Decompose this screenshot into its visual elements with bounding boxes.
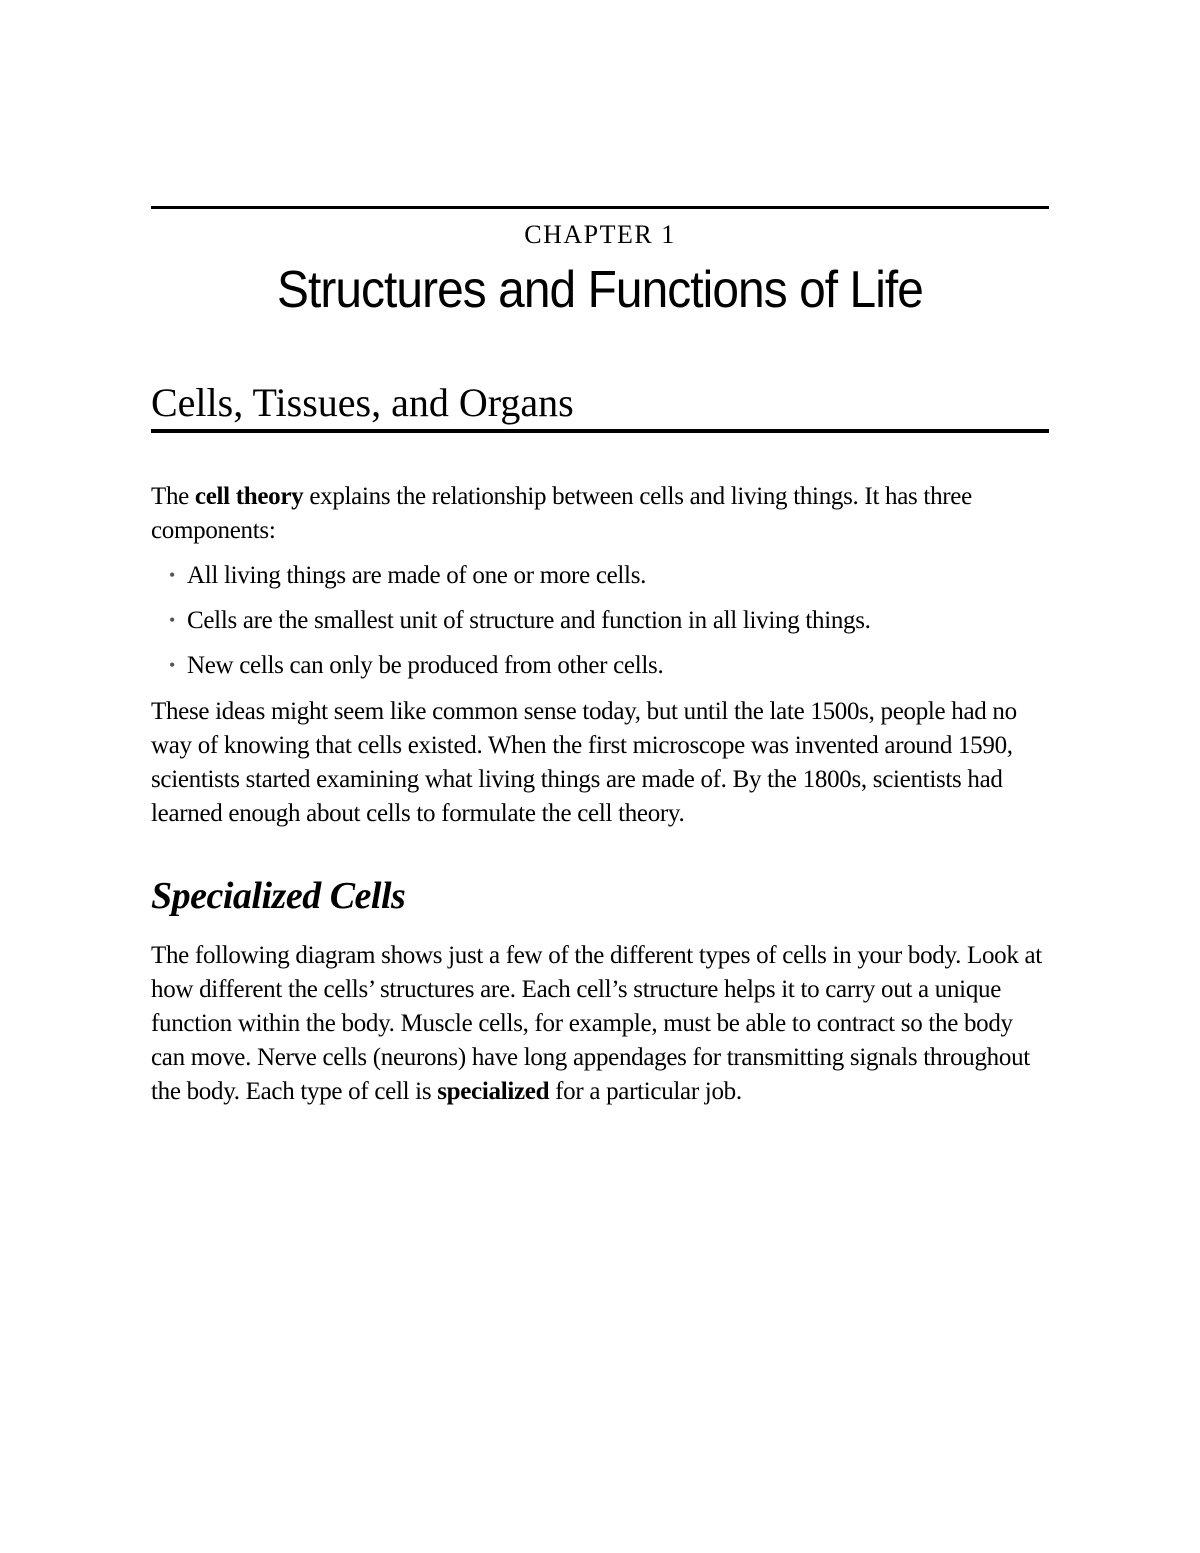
subsection-heading: Specialized Cells [151,875,406,917]
document-page [151,206,1049,1109]
chapter-title: Structures and Functions of Life [276,261,923,319]
list-item [169,605,1049,636]
chapter-label: CHAPTER 1 [524,220,676,249]
specialized-paragraph [151,939,1049,1109]
intro-paragraph [151,480,1049,548]
history-paragraph: These ideas might seem like common sense today, but until the late 1500s, people had no way of knowing that cells existed. When the first microscope was invented around 1590, scientists started examining what living things are made of. By the 1800s, scientists had learned enough about cells to formulate the cell theory. [151,698,1017,827]
specialized-term: specialized [437,1078,550,1105]
list-item [169,560,1049,591]
bullet-icon: • [169,610,176,630]
intro-text-before: The [151,483,195,510]
specialized-text-before: The following diagram shows just a few of the different types of cells in your body. Look at how different the cells’ structures are. Each cell’s structure helps it to carry out a unique function within the body. Muscle cells, for example, must be able to contract so the body can move. Nerve cells (neurons) have long appendages for transmitting signals throughout the body. Each type of cell is [151,942,1042,1105]
cell-theory-term: cell theory [194,483,304,510]
list-item [169,650,1049,681]
list-item-text: New cells can only be produced from other cells. [187,652,664,679]
cell-theory-list [169,560,1049,681]
specialized-text-after: for a particular job. [549,1078,742,1105]
section-heading: Cells, Tissues, and Organs [151,379,1049,433]
bullet-icon: • [169,565,176,585]
top-rule [151,206,1049,209]
bullet-icon: • [169,655,176,675]
list-item-text: Cells are the smallest unit of structure and function in all living things. [187,607,871,634]
list-item-text: All living things are made of one or more cells. [187,562,647,589]
intro-text-after: explains the relationship between cells and living things. It has three components: [151,483,972,544]
